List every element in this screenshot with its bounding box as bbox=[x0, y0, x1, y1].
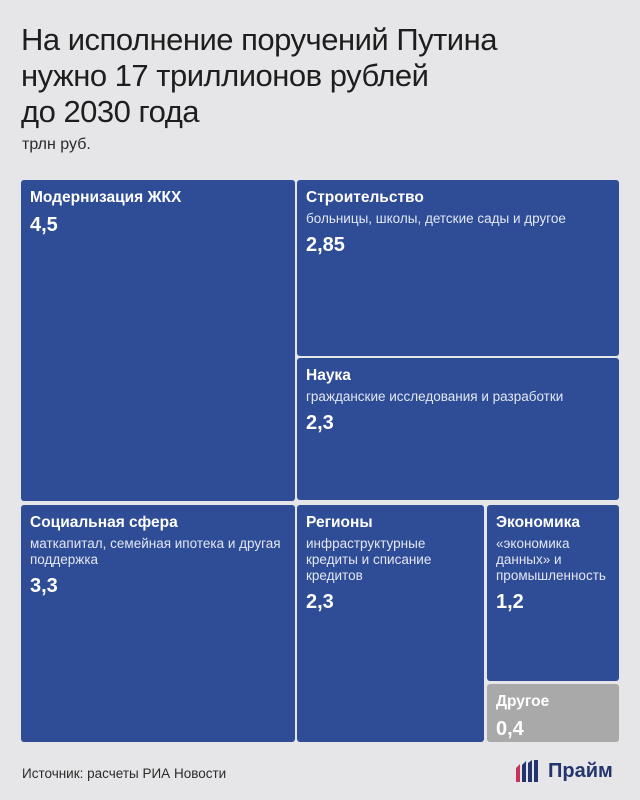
title-line-3: до 2030 года bbox=[21, 94, 200, 129]
tile-value: 2,3 bbox=[306, 591, 334, 613]
prime-logo-icon bbox=[516, 760, 542, 782]
tile-note: маткапитал, семейная ипотека и другая поддержка bbox=[30, 536, 281, 567]
tile-note: «экономика данных» и промышленность bbox=[496, 536, 606, 583]
tile-other bbox=[487, 684, 619, 742]
tile-construction bbox=[297, 180, 619, 356]
tile-value: 2,3 bbox=[306, 412, 334, 434]
title-line-2: нужно 17 триллионов рублей bbox=[21, 58, 429, 93]
tile-value: 3,3 bbox=[30, 575, 58, 597]
tile-label: Социальная сфера bbox=[30, 514, 178, 531]
tile-value: 0,4 bbox=[496, 718, 524, 740]
tile-value: 2,85 bbox=[306, 234, 345, 256]
brand-name: Прайм bbox=[548, 759, 613, 782]
tile-label: Модернизация ЖКХ bbox=[30, 189, 182, 206]
tile-value: 1,2 bbox=[496, 591, 524, 613]
tile-label: Другое bbox=[496, 693, 550, 710]
tile-label: Наука bbox=[306, 367, 351, 384]
tile-note: больницы, школы, детские сады и другое bbox=[306, 211, 566, 226]
tile-regions bbox=[297, 505, 484, 742]
tile-zhkh bbox=[21, 180, 295, 501]
tile-label: Экономика bbox=[496, 514, 581, 531]
title-line-1: На исполнение поручений Путина bbox=[21, 22, 497, 57]
tile-label: Строительство bbox=[306, 189, 424, 206]
tile-label: Регионы bbox=[306, 514, 373, 531]
tile-note: гражданские исследования и разработки bbox=[306, 389, 564, 404]
tile-social bbox=[21, 505, 295, 742]
tile-note: инфраструктурные кредиты и списание кредитов bbox=[306, 536, 432, 583]
tile-science bbox=[297, 358, 619, 500]
tile-value: 4,5 bbox=[30, 214, 58, 236]
tile-economy bbox=[487, 505, 619, 681]
source-note: Источник: расчеты РИА Новости bbox=[22, 766, 227, 781]
unit-label: трлн руб. bbox=[22, 136, 91, 153]
brand-logo bbox=[516, 759, 613, 783]
